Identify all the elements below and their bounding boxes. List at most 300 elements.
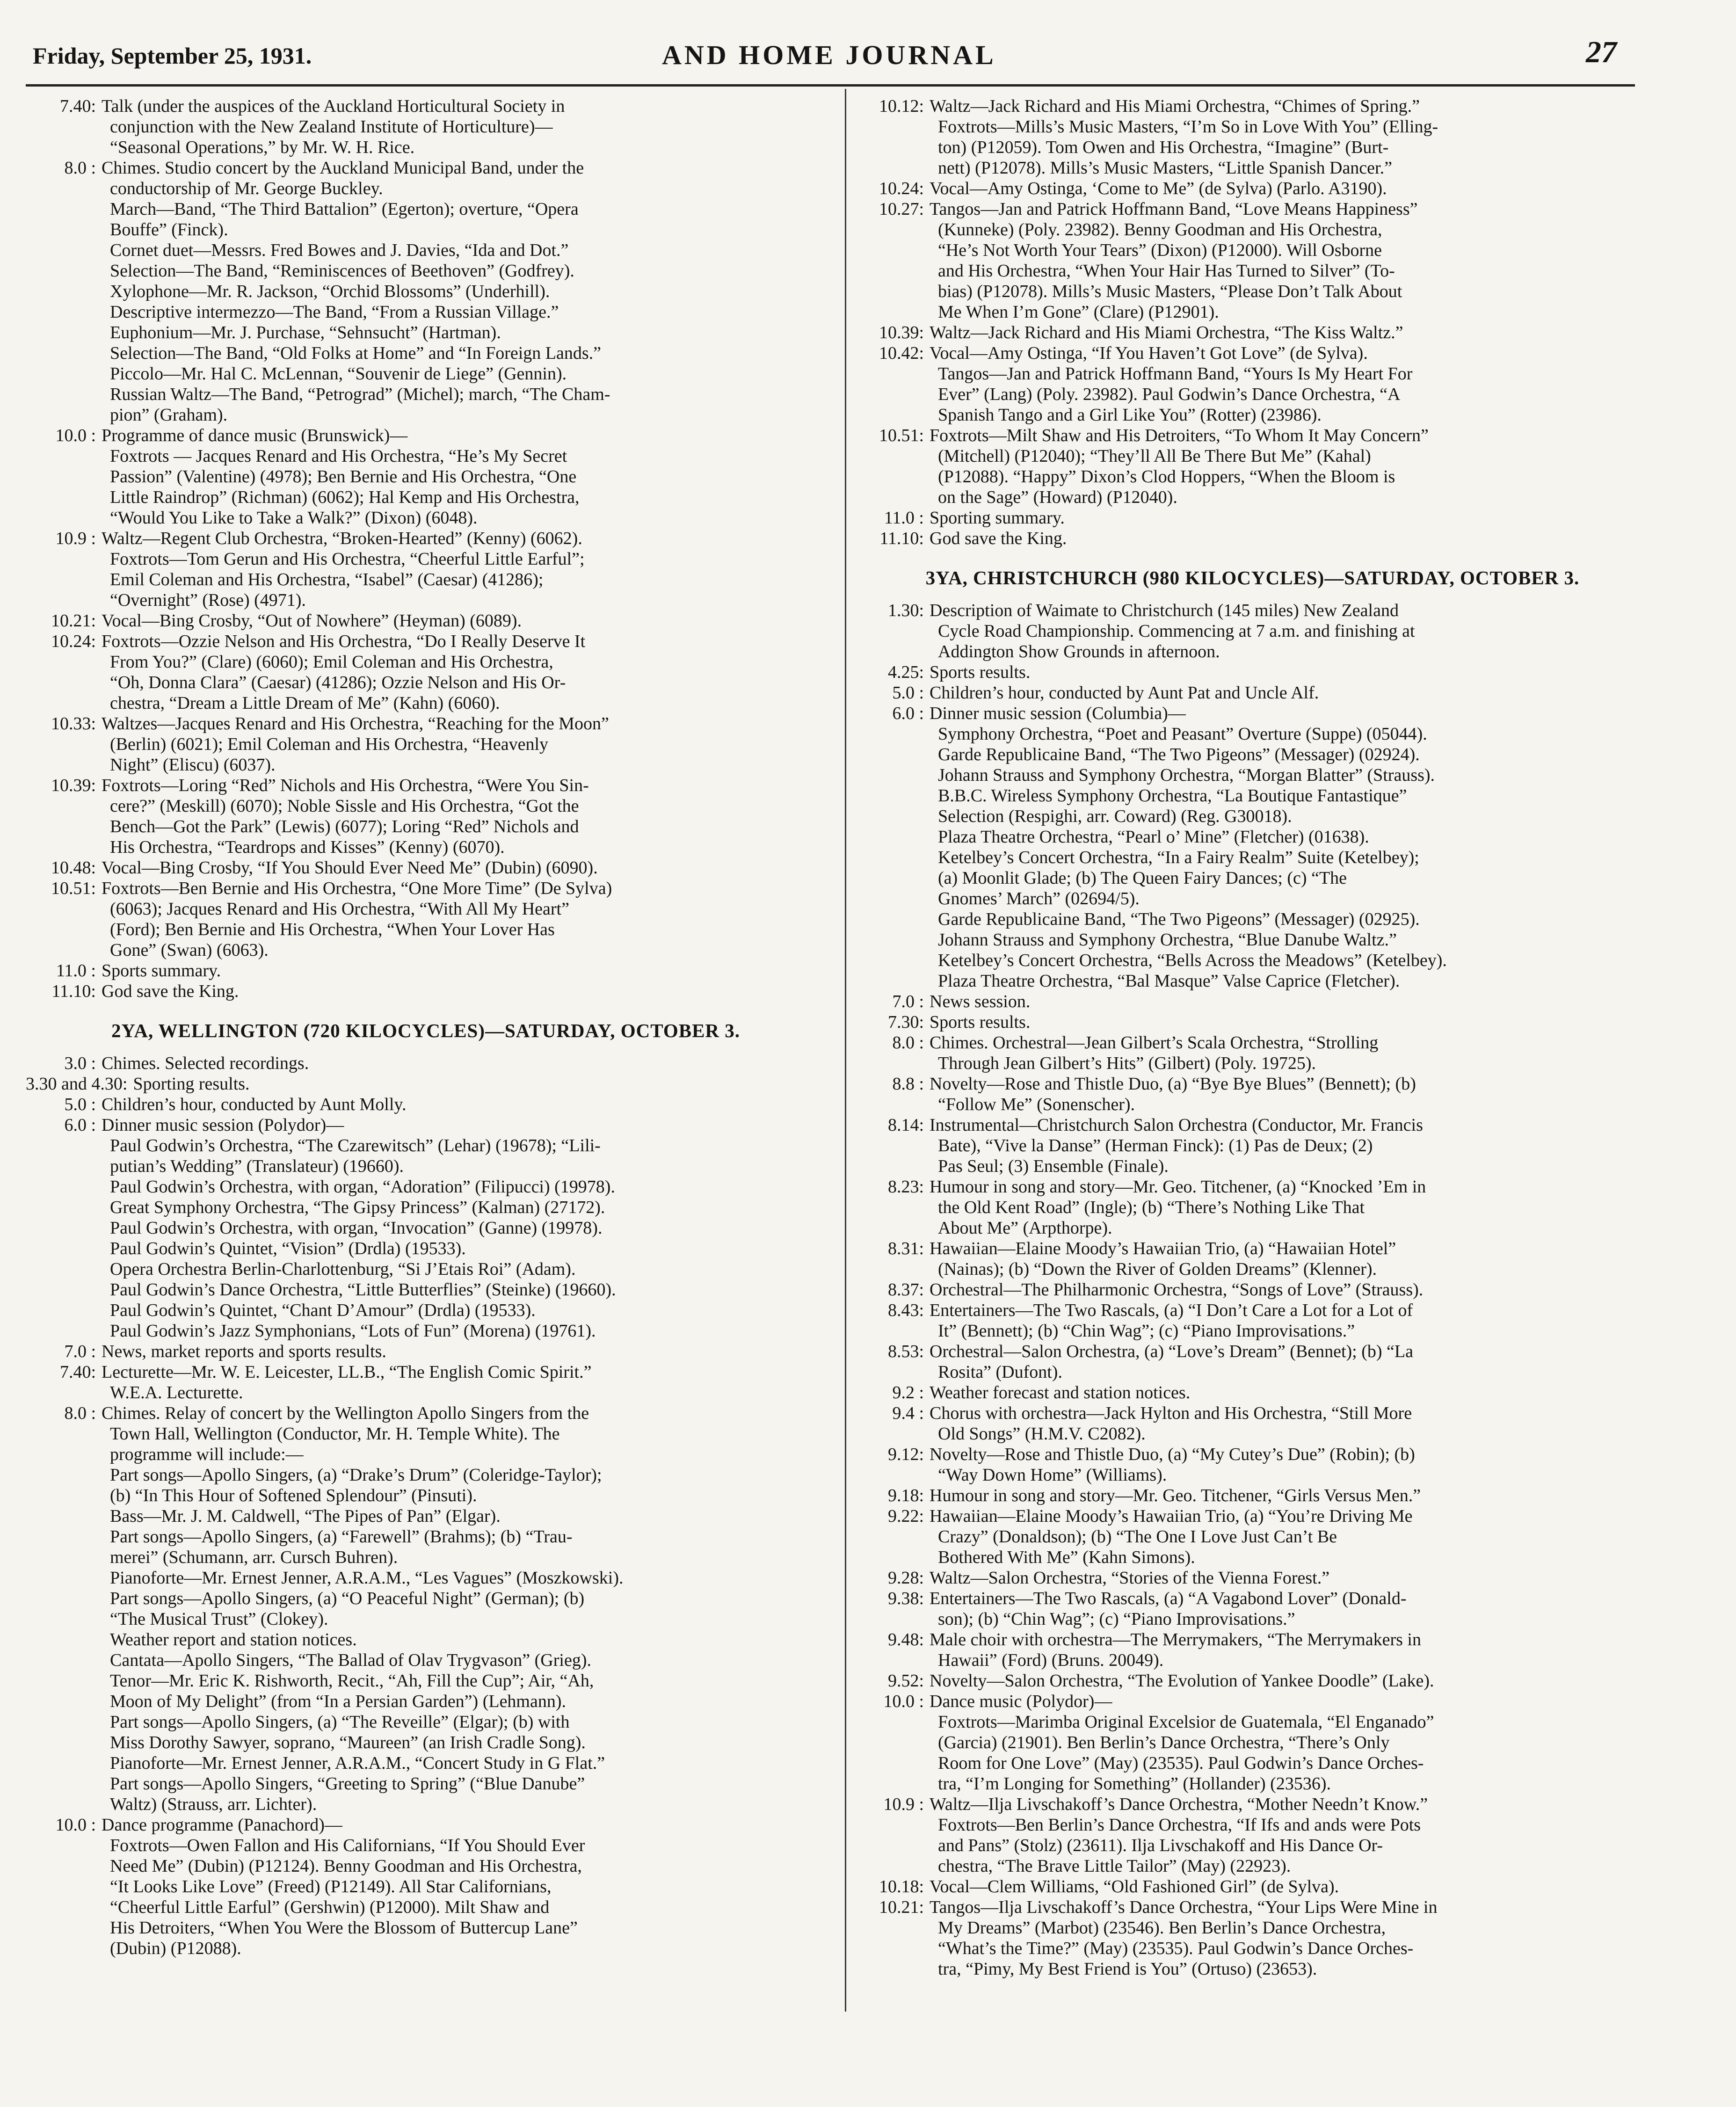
- entry-line: Orchestral—Salon Orchestra, (a) “Love’s Dream” (Bennet); (b) “La: [930, 1342, 1413, 1361]
- wellington-programme: [26, 1053, 826, 1959]
- entry-line: God save the King.: [930, 529, 1067, 548]
- entry-text: [102, 96, 826, 158]
- entry-time: 9.48:: [887, 1630, 924, 1649]
- entry-line: My Dreams” (Marbot) (23546). Ben Berlin’s Dance Orchestra,: [938, 1918, 1386, 1938]
- entry-text: [930, 1279, 1651, 1300]
- entry-line: “Oh, Donna Clara” (Caesar) (41286); Ozzie Nelson and His Or-: [110, 673, 566, 692]
- entry-text: [930, 1506, 1651, 1568]
- entry-line: “It Looks Like Love” (Freed) (P12149). All Star Californians,: [110, 1877, 552, 1896]
- entry-line: (Mitchell) (P12040); “They’ll All Be There But Me” (Kahal): [938, 446, 1371, 466]
- entry-line: It” (Bennett); (b) “Chin Wag”; (c) “Piano Improvisations.”: [938, 1321, 1355, 1341]
- entry-time: 3.0 :: [64, 1054, 96, 1073]
- entry-time: 8.37:: [887, 1280, 924, 1300]
- entry-time: 9.52:: [887, 1671, 924, 1691]
- entry-line: Sports results.: [930, 662, 1031, 682]
- entry-line: Gnomes’ March” (02694/5).: [938, 889, 1140, 908]
- entry-time: 11.0 :: [884, 508, 924, 528]
- entry-line: “Seasonal Operations,” by Mr. W. H. Rice.: [110, 138, 415, 157]
- entry-line: Plaza Theatre Orchestra, “Bal Masque” Valse Caprice (Fletcher).: [938, 971, 1400, 991]
- entry-line: Children’s hour, conducted by Aunt Pat and Uncle Alf.: [930, 683, 1319, 703]
- entry-line: About Me” (Arpthorpe).: [938, 1218, 1112, 1238]
- entry-line: Xylophone—Mr. R. Jackson, “Orchid Blossoms” (Underhill).: [110, 282, 550, 301]
- entry-line: merei” (Schumann, arr. Cursch Buhren).: [110, 1548, 398, 1567]
- entry-time: 10.51:: [51, 879, 96, 898]
- entry-line: Foxtrots—Ben Bernie and His Orchestra, “One More Time” (De Sylva): [102, 879, 612, 898]
- programme-entry: [854, 1444, 1651, 1485]
- programme-entry: [26, 1115, 826, 1341]
- programme-entry: [854, 1506, 1651, 1568]
- entry-text: [102, 1362, 826, 1403]
- programme-entry: [26, 1403, 826, 1815]
- entry-text: [102, 1053, 826, 1074]
- entry-text: [102, 981, 826, 1002]
- header-rule: [26, 84, 1635, 87]
- entry-text: [102, 1403, 826, 1815]
- entry-time: 10.9 :: [883, 1795, 924, 1814]
- entry-line: Foxtrots — Jacques Renard and His Orchestra, “He’s My Secret: [110, 446, 567, 466]
- entry-line: Ketelbey’s Concert Orchestra, “In a Fairy Realm” Suite (Ketelbey);: [938, 848, 1419, 867]
- entry-time: 9.22:: [887, 1506, 924, 1526]
- entry-text: [930, 662, 1651, 683]
- entry-line: Foxtrots—Owen Fallon and His Californians, “If You Should Ever: [110, 1836, 585, 1855]
- entry-time: 9.28:: [887, 1568, 924, 1588]
- entry-line: Moon of My Delight” (from “In a Persian Garden”) (Lehmann).: [110, 1692, 567, 1711]
- programme-entry: [854, 343, 1651, 425]
- entry-line: Sporting summary.: [930, 508, 1065, 528]
- entry-time: 10.51:: [879, 426, 924, 445]
- entry-line: Sporting results.: [133, 1074, 250, 1094]
- entry-text: [930, 1074, 1651, 1115]
- entry-line: Chimes. Relay of concert by the Wellington Apollo Singers from the: [102, 1403, 589, 1423]
- entry-line: chestra, “Dream a Little Dream of Me” (Kahn) (6060).: [110, 693, 500, 713]
- entry-text: [930, 1897, 1651, 1979]
- entry-time: 10.0 :: [883, 1692, 924, 1711]
- entry-text: [930, 1444, 1651, 1485]
- entry-time: 7.30:: [887, 1012, 924, 1032]
- entry-text: [102, 631, 826, 713]
- entry-line: Descriptive intermezzo—The Band, “From a Russian Village.”: [110, 302, 559, 322]
- programme-entry: [26, 1094, 826, 1115]
- entry-line: Addington Show Grounds in afternoon.: [938, 642, 1220, 661]
- christchurch-programme: [854, 600, 1651, 1979]
- entry-line: Sports summary.: [102, 961, 221, 981]
- entry-line: Waltz—Jack Richard and His Miami Orchestra, “Chimes of Spring.”: [930, 96, 1420, 116]
- entry-time: 11.10:: [51, 981, 96, 1001]
- entry-line: Garde Republicaine Band, “The Two Pigeons” (Messager) (02925).: [938, 909, 1420, 929]
- entry-line: Ketelbey’s Concert Orchestra, “Bells Across the Meadows” (Ketelbey).: [938, 951, 1447, 970]
- entry-line: Foxtrots—Tom Gerun and His Orchestra, “Cheerful Little Earful”;: [110, 549, 585, 569]
- entry-line: Bass—Mr. J. M. Caldwell, “The Pipes of Pan” (Elgar).: [110, 1506, 501, 1526]
- entry-time: 6.0 :: [892, 704, 924, 723]
- entry-line: Dance music (Polydor)—: [930, 1692, 1112, 1711]
- entry-line: (P12088). “Happy” Dixon’s Clod Hoppers, “When the Bloom is: [938, 467, 1395, 487]
- programme-entry: [854, 1074, 1651, 1115]
- entry-text: [930, 1588, 1651, 1629]
- entry-line: Sports results.: [930, 1012, 1031, 1032]
- entry-text: [102, 1115, 826, 1341]
- entry-line: Waltz—Salon Orchestra, “Stories of the Vienna Forest.”: [930, 1568, 1330, 1588]
- entry-line: Through Jean Gilbert’s Hits” (Gilbert) (Poly. 19725).: [938, 1054, 1316, 1073]
- entry-line: Paul Godwin’s Quintet, “Chant D’Amour” (Drdla) (19533).: [110, 1301, 536, 1320]
- entry-line: Humour in song and story—Mr. Geo. Titchener, “Girls Versus Men.”: [930, 1486, 1421, 1505]
- entry-time: 8.14:: [887, 1115, 924, 1135]
- entry-text: [930, 1382, 1651, 1403]
- wellington-programme-continued: [854, 96, 1651, 549]
- entry-line: Selection—The Band, “Reminiscences of Beethoven” (Godfrey).: [110, 261, 574, 281]
- entry-text: [930, 508, 1651, 528]
- entry-line: Hawaii” (Ford) (Bruns. 20049).: [938, 1650, 1164, 1670]
- entry-line: Bench—Got the Park” (Lewis) (6077); Loring “Red” Nichols and: [110, 817, 579, 836]
- entry-text: [102, 425, 826, 528]
- entry-text: [930, 1012, 1651, 1032]
- programme-entry: [854, 425, 1651, 508]
- entry-text: [102, 857, 826, 878]
- entry-line: Novelty—Rose and Thistle Duo, (a) “Bye Bye Blues” (Bennett); (b): [930, 1074, 1416, 1094]
- entry-text: [930, 322, 1651, 343]
- programme-entry: [854, 1341, 1651, 1382]
- entry-line: Gone” (Swan) (6063).: [110, 940, 269, 960]
- entry-time: 9.12:: [887, 1445, 924, 1464]
- entry-time: 10.48:: [51, 858, 96, 878]
- programme-entry: [26, 96, 826, 158]
- entry-line: Dinner music session (Columbia)—: [930, 704, 1186, 723]
- left-column: [26, 96, 826, 1959]
- entry-line: programme will include:—: [110, 1445, 304, 1464]
- programme-entry: [854, 1403, 1651, 1444]
- programme-entry: [854, 1671, 1651, 1691]
- entry-line: Foxtrots—Ozzie Nelson and His Orchestra, “Do I Really Deserve It: [102, 632, 586, 651]
- entry-text: [102, 610, 826, 631]
- entry-line: Me When I’m Gone” (Clare) (P12901).: [938, 302, 1219, 322]
- entry-time: 9.18:: [887, 1486, 924, 1505]
- entry-line: Paul Godwin’s Orchestra, with organ, “Adoration” (Filipucci) (19978).: [110, 1177, 615, 1197]
- entry-line: Russian Waltz—The Band, “Petrograd” (Michel); march, “The Cham-: [110, 385, 610, 404]
- entry-line: Foxtrots—Milt Shaw and His Detroiters, “To Whom It May Concern”: [930, 426, 1429, 445]
- programme-entry: [26, 960, 826, 981]
- entry-text: [930, 1238, 1651, 1279]
- entry-line: Part songs—Apollo Singers, (a) “The Reveille” (Elgar); (b) with: [110, 1712, 570, 1732]
- programme-entry: [854, 528, 1651, 549]
- entry-line: Selection (Respighi, arr. Coward) (Reg. G30018).: [938, 806, 1292, 826]
- entry-line: Bouffe” (Finck).: [110, 220, 228, 240]
- entry-text: [930, 343, 1651, 425]
- entry-line: “Would You Like to Take a Walk?” (Dixon) (6048).: [110, 508, 478, 528]
- entry-line: Waltz—Jack Richard and His Miami Orchestra, “The Kiss Waltz.”: [930, 323, 1403, 342]
- entry-line: conjunction with the New Zealand Institute of Horticulture)—: [110, 117, 553, 137]
- entry-time: 11.0 :: [56, 961, 96, 981]
- entry-line: Humour in song and story—Mr. Geo. Titchener, (a) “Knocked ’Em in: [930, 1177, 1426, 1197]
- entry-line: Old Songs” (H.M.V. C2082).: [938, 1424, 1146, 1444]
- entry-line: Foxtrots—Marimba Original Excelsior de Guatemala, “El Enganado”: [938, 1712, 1434, 1732]
- right-column: [854, 96, 1651, 1979]
- entry-line: Euphonium—Mr. J. Purchase, “Sehnsucht” (Hartman).: [110, 323, 501, 342]
- entry-line: Part songs—Apollo Singers, (a) “Drake’s Drum” (Coleridge-Taylor);: [110, 1465, 602, 1485]
- entry-line: “Overnight” (Rose) (4971).: [110, 590, 306, 610]
- entry-line: From You?” (Clare) (6060); Emil Coleman and His Orchestra,: [110, 652, 553, 672]
- programme-entry: [854, 1115, 1651, 1177]
- entry-line: bias) (P12078). Mills’s Music Masters, “Please Don’t Talk About: [938, 282, 1402, 301]
- entry-text: [102, 878, 826, 960]
- entry-line: Children’s hour, conducted by Aunt Molly.: [102, 1095, 407, 1114]
- entry-line: Dance programme (Panachord)—: [102, 1815, 342, 1835]
- programme-entry: [854, 1794, 1651, 1876]
- entry-time: 8.43:: [887, 1301, 924, 1320]
- entry-time: 10.27:: [879, 199, 924, 219]
- entry-line: Chorus with orchestra—Jack Hylton and His Orchestra, “Still More: [930, 1403, 1412, 1423]
- entry-line: Entertainers—The Two Rascals, (a) “I Don’t Care a Lot for a Lot of: [930, 1301, 1413, 1320]
- entry-time: 10.39:: [879, 323, 924, 342]
- entry-line: on the Sage” (Howard) (P12040).: [938, 487, 1177, 507]
- entry-line: (a) Moonlit Glade; (b) The Queen Fairy Dances; (c) “The: [938, 868, 1347, 888]
- entry-line: Passion” (Valentine) (4978); Ben Bernie and His Orchestra, “One: [110, 467, 577, 487]
- entry-line: Dinner music session (Polydor)—: [102, 1115, 344, 1135]
- entry-line: Talk (under the auspices of the Auckland Horticultural Society in: [102, 96, 565, 116]
- entry-line: Male choir with orchestra—The Merrymakers, “The Merrymakers in: [930, 1630, 1421, 1649]
- entry-line: Johann Strauss and Symphony Orchestra, “Blue Danube Waltz.”: [938, 930, 1397, 950]
- entry-text: [930, 199, 1651, 322]
- entry-text: [930, 683, 1651, 703]
- entry-time: 7.40:: [59, 1362, 96, 1382]
- entry-time: 11.10:: [879, 529, 924, 548]
- programme-entry: [854, 1629, 1651, 1671]
- entry-text: [102, 960, 826, 981]
- entry-line: “Cheerful Little Earful” (Gershwin) (P12000). Milt Shaw and: [110, 1897, 550, 1917]
- programme-entry: [854, 703, 1651, 991]
- entry-time: 8.0 :: [64, 1403, 96, 1423]
- entry-line: Rosita” (Dufont).: [938, 1362, 1062, 1382]
- entry-text: [102, 528, 826, 610]
- entry-line: Chimes. Studio concert by the Auckland Municipal Band, under the: [102, 158, 584, 178]
- entry-text: [102, 1815, 826, 1959]
- programme-entry: [854, 1177, 1651, 1238]
- programme-entry: [854, 1588, 1651, 1629]
- entry-time: 10.33:: [51, 714, 96, 734]
- entry-text: [102, 1094, 826, 1115]
- programme-entry: [26, 981, 826, 1002]
- entry-line: (Garcia) (21901). Ben Berlin’s Dance Orchestra, “There’s Only: [938, 1733, 1390, 1752]
- entry-line: (b) “In This Hour of Softened Splendour” (Pinsuti).: [110, 1486, 477, 1505]
- entry-time: 10.21:: [51, 611, 96, 631]
- entry-line: Town Hall, Wellington (Conductor, Mr. H. Temple White). The: [110, 1424, 560, 1444]
- entry-line: nett) (P12078). Mills’s Music Masters, “Little Spanish Dancer.”: [938, 158, 1392, 178]
- entry-line: Paul Godwin’s Orchestra, with organ, “Invocation” (Ganne) (19978).: [110, 1218, 603, 1238]
- entry-line: (Nainas); (b) “Down the River of Golden Dreams” (Klenner).: [938, 1259, 1377, 1279]
- programme-entry: [854, 991, 1651, 1012]
- entry-line: and His Orchestra, “When Your Hair Has Turned to Silver” (To-: [938, 261, 1395, 281]
- entry-line: B.B.C. Wireless Symphony Orchestra, “La Boutique Fantastique”: [938, 786, 1407, 806]
- entry-line: News session.: [930, 992, 1031, 1011]
- entry-line: “The Musical Trust” (Clokey).: [110, 1609, 328, 1629]
- entry-time: 6.0 :: [64, 1115, 96, 1135]
- entry-line: His Orchestra, “Teardrops and Kisses” (Kenny) (6070).: [110, 837, 505, 857]
- page-header: [33, 33, 1623, 84]
- entry-line: (Berlin) (6021); Emil Coleman and His Orchestra, “Heavenly: [110, 734, 549, 754]
- entry-text: [930, 1671, 1651, 1691]
- entry-text: [930, 1629, 1651, 1671]
- entry-text: [930, 1341, 1651, 1382]
- entry-line: “Follow Me” (Sonenscher).: [938, 1095, 1135, 1114]
- entry-line: Pianoforte—Mr. Ernest Jenner, A.R.A.M., “Concert Study in G Flat.”: [110, 1753, 605, 1773]
- entry-line: Hawaiian—Elaine Moody’s Hawaiian Trio, (a) “You’re Driving Me: [930, 1506, 1413, 1526]
- programme-entry: [854, 662, 1651, 683]
- entry-time: 9.2 :: [892, 1383, 924, 1402]
- entry-time: 5.0 :: [64, 1095, 96, 1114]
- entry-line: Tenor—Mr. Eric K. Rishworth, Recit., “Ah, Fill the Cup”; Air, “Ah,: [110, 1671, 594, 1691]
- programme-entry: [26, 713, 826, 775]
- programme-entry: [26, 1362, 826, 1403]
- entry-line: God save the King.: [102, 981, 239, 1001]
- entry-text: [930, 528, 1651, 549]
- entry-line: Symphony Orchestra, “Poet and Peasant” Overture (Suppe) (05044).: [938, 724, 1427, 744]
- entry-line: Novelty—Rose and Thistle Duo, (a) “My Cutey’s Due” (Robin); (b): [930, 1445, 1415, 1464]
- programme-entry: [854, 1300, 1651, 1341]
- entry-line: Paul Godwin’s Jazz Symphonians, “Lots of Fun” (Morena) (19761).: [110, 1321, 596, 1341]
- entry-line: son); (b) “Chin Wag”; (c) “Piano Improvisations.”: [938, 1609, 1295, 1629]
- entry-line: His Detroiters, “When You Were the Blossom of Buttercup Lane”: [110, 1918, 578, 1938]
- programme-entry: [26, 425, 826, 528]
- entry-line: Weather report and station notices.: [110, 1630, 357, 1649]
- entry-line: Lecturette—Mr. W. E. Leicester, LL.B., “The English Comic Spirit.”: [102, 1362, 592, 1382]
- entry-line: Description of Waimate to Christchurch (145 miles) New Zealand: [930, 601, 1399, 620]
- entry-line: Vocal—Amy Ostinga, ‘Come to Me” (de Sylva) (Parlo. A3190).: [930, 179, 1387, 198]
- programme-entry: [854, 1691, 1651, 1794]
- entry-line: Foxtrots—Mills’s Music Masters, “I’m So in Love With You” (Elling-: [938, 117, 1438, 137]
- entry-time: 10.12:: [879, 96, 924, 116]
- entry-line: putian’s Wedding” (Translateur) (19660).: [110, 1156, 404, 1176]
- entry-line: March—Band, “The Third Battalion” (Egerton); overture, “Opera: [110, 199, 579, 219]
- programme-entry: [854, 96, 1651, 178]
- entry-time: 9.38:: [887, 1589, 924, 1608]
- entry-line: cere?” (Meskill) (6070); Noble Sissle and His Orchestra, “Got the: [110, 796, 579, 816]
- entry-time: 7.0 :: [892, 992, 924, 1011]
- entry-text: [930, 1115, 1651, 1177]
- entry-text: [930, 1876, 1651, 1897]
- programme-entry: [854, 1897, 1651, 1979]
- entry-line: Vocal—Bing Crosby, “If You Should Ever Need Me” (Dubin) (6090).: [102, 858, 598, 878]
- entry-line: W.E.A. Lecturette.: [110, 1383, 243, 1402]
- entry-time: 10.0 :: [55, 426, 96, 445]
- entry-text: [133, 1074, 826, 1094]
- entry-text: [930, 991, 1651, 1012]
- entry-line: Vocal—Clem Williams, “Old Fashioned Girl” (de Sylva).: [930, 1877, 1339, 1896]
- entry-line: and Pans” (Stolz) (23611). Ilja Livschakoff and His Dance Or-: [938, 1836, 1383, 1855]
- entry-time: 10.21:: [879, 1897, 924, 1917]
- entry-line: Paul Godwin’s Dance Orchestra, “Little Butterflies” (Steinke) (19660).: [110, 1280, 616, 1300]
- programme-entry: [26, 1815, 826, 1959]
- entry-line: Pianoforte—Mr. Ernest Jenner, A.R.A.M., “Les Vagues” (Moszkowski).: [110, 1568, 624, 1588]
- entry-line: Vocal—Bing Crosby, “Out of Nowhere” (Heyman) (6089).: [102, 611, 522, 631]
- column-divider: [845, 89, 846, 2012]
- entry-line: Orchestral—The Philharmonic Orchestra, “Songs of Love” (Strauss).: [930, 1280, 1424, 1300]
- entry-line: Part songs—Apollo Singers, “Greeting to Spring” (“Blue Danube”: [110, 1774, 585, 1794]
- programme-entry: [26, 610, 826, 631]
- programme-entry: [854, 199, 1651, 322]
- entry-time: 10.24:: [51, 632, 96, 651]
- programme-entry: [854, 1568, 1651, 1588]
- entry-text: [930, 1568, 1651, 1588]
- entry-text: [102, 1341, 826, 1362]
- entry-text: [930, 1300, 1651, 1341]
- entry-line: Waltz—Regent Club Orchestra, “Broken-Hearted” (Kenny) (6062).: [102, 529, 582, 548]
- programme-entry: [26, 1053, 826, 1074]
- entry-line: Instrumental—Christchurch Salon Orchestra (Conductor, Mr. Francis: [930, 1115, 1423, 1135]
- entry-line: (6063); Jacques Renard and His Orchestra, “With All My Heart”: [110, 899, 569, 919]
- programme-entry: [26, 1074, 826, 1094]
- entry-line: Bate), “Vive la Danse” (Herman Finck): (1) Pas de Deux; (2): [938, 1136, 1373, 1155]
- entry-line: Little Raindrop” (Richman) (6062); Hal Kemp and His Orchestra,: [110, 487, 580, 507]
- entry-time: 3.30 and 4.30:: [26, 1074, 128, 1094]
- entry-time: 7.40:: [59, 96, 96, 116]
- entry-line: Waltzes—Jacques Renard and His Orchestra, “Reaching for the Moon”: [102, 714, 609, 734]
- entry-time: 8.0 :: [64, 158, 96, 178]
- entry-line: Vocal—Amy Ostinga, “If You Haven’t Got Love” (de Sylva).: [930, 343, 1368, 363]
- entry-time: 8.53:: [887, 1342, 924, 1361]
- programme-entry: [26, 878, 826, 960]
- entry-line: Hawaiian—Elaine Moody’s Hawaiian Trio, (a) “Hawaiian Hotel”: [930, 1239, 1396, 1258]
- programme-entry: [854, 1279, 1651, 1300]
- entry-line: Plaza Theatre Orchestra, “Pearl o’ Mine” (Fletcher) (01638).: [938, 827, 1369, 847]
- entry-line: Night” (Eliscu) (6037).: [110, 755, 276, 775]
- entry-line: Pas Seul; (3) Ensemble (Finale).: [938, 1156, 1169, 1176]
- programme-entry: [26, 158, 826, 425]
- programme-entry: [26, 1341, 826, 1362]
- entry-text: [930, 178, 1651, 199]
- entry-time: 8.31:: [887, 1239, 924, 1258]
- programme-entry: [26, 775, 826, 857]
- programme-entry: [854, 1238, 1651, 1279]
- entry-line: Entertainers—The Two Rascals, (a) “A Vagabond Lover” (Donald-: [930, 1589, 1407, 1608]
- programme-entry: [854, 1012, 1651, 1032]
- programme-entry: [854, 683, 1651, 703]
- entry-text: [930, 703, 1651, 991]
- entry-text: [930, 600, 1651, 662]
- entry-line: Miss Dorothy Sawyer, soprano, “Maureen” (an Irish Cradle Song).: [110, 1733, 586, 1752]
- entry-line: (Dubin) (P12088).: [110, 1939, 241, 1958]
- entry-time: 8.23:: [887, 1177, 924, 1197]
- programme-entry: [854, 178, 1651, 199]
- entry-text: [930, 425, 1651, 508]
- entry-line: Crazy” (Donaldson); (b) “The One I Love Just Can’t Be: [938, 1527, 1337, 1547]
- entry-line: Waltz) (Strauss, arr. Lichter).: [110, 1795, 317, 1814]
- programme-entry: [854, 1876, 1651, 1897]
- programme-entry: [26, 631, 826, 713]
- programme-entry: [854, 1032, 1651, 1074]
- entry-line: Bothered With Me” (Kahn Simons).: [938, 1548, 1195, 1567]
- entry-time: 10.9 :: [55, 529, 96, 548]
- entry-line: Tangos—Ilja Livschakoff’s Dance Orchestra, “Your Lips Were Mine in: [930, 1897, 1438, 1917]
- entry-text: [930, 96, 1651, 178]
- entry-line: Cantata—Apollo Singers, “The Ballad of Olav Trygvason” (Grieg).: [110, 1650, 591, 1670]
- programme-entry: [854, 508, 1651, 528]
- entry-line: Paul Godwin’s Quintet, “Vision” (Drdla) (19533).: [110, 1239, 466, 1258]
- journal-title: AND HOME JOURNAL: [662, 40, 996, 70]
- entry-line: Ever” (Lang) (Poly. 23982). Paul Godwin’s Dance Orchestra, “A: [938, 385, 1401, 404]
- entry-text: [930, 1485, 1651, 1506]
- entry-line: “He’s Not Worth Your Tears” (Dixon) (P12000). Will Osborne: [938, 240, 1382, 260]
- entry-text: [102, 713, 826, 775]
- entry-text: [930, 1177, 1651, 1238]
- entry-line: ton) (P12059). Tom Owen and His Orchestra, “Imagine” (Burt-: [938, 138, 1389, 157]
- entry-line: conductorship of Mr. George Buckley.: [110, 179, 383, 198]
- entry-line: the Old Kent Road” (Ingle); (b) “There’s Nothing Like That: [938, 1198, 1365, 1217]
- entry-line: Piccolo—Mr. Hal C. McLennan, “Souvenir de Liege” (Gennin).: [110, 364, 567, 384]
- entry-line: Foxtrots—Loring “Red” Nichols and His Orchestra, “Were You Sin-: [102, 776, 589, 795]
- entry-text: [930, 1794, 1651, 1876]
- entry-line: Novelty—Salon Orchestra, “The Evolution of Yankee Doodle” (Lake).: [930, 1671, 1434, 1691]
- programme-entry: [854, 322, 1651, 343]
- entry-time: 8.0 :: [892, 1033, 924, 1053]
- entry-time: 10.0 :: [55, 1815, 96, 1835]
